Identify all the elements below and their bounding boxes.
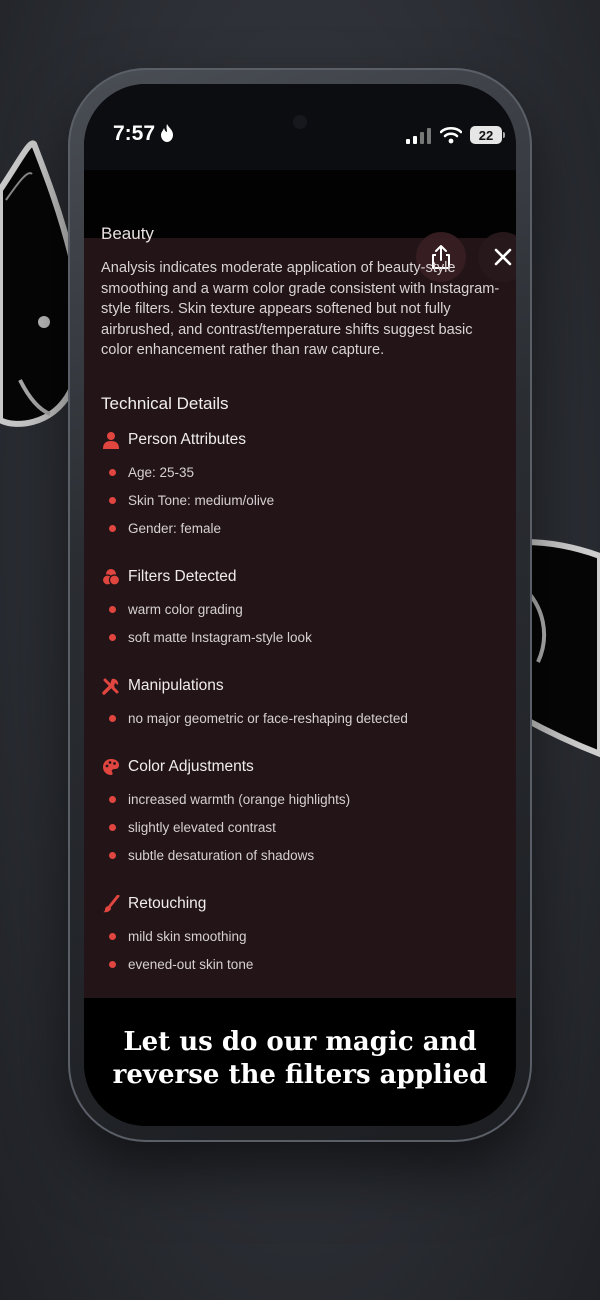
list-item	[101, 514, 274, 542]
wifi-icon	[440, 126, 462, 144]
section-color-adjustments	[101, 755, 350, 869]
list-item	[101, 841, 350, 869]
bullet-dot	[109, 824, 116, 831]
item-text: warm color grading	[128, 601, 243, 617]
item-text: slightly elevated contrast	[128, 819, 276, 835]
item-text: evened-out skin tone	[128, 956, 254, 972]
section-title: Color Adjustments	[128, 758, 254, 775]
tools-icon	[101, 676, 121, 696]
status-bar	[84, 84, 516, 170]
section-person-attributes	[101, 428, 274, 542]
item-text: subtle desaturation of shadows	[128, 847, 315, 863]
person-icon	[101, 430, 121, 450]
bullet-dot	[109, 525, 116, 532]
item-text: mild skin smoothing	[128, 928, 247, 944]
signal-icon	[406, 128, 432, 144]
bullet-dot	[109, 933, 116, 940]
tagline-line-1: Let us do our magic and	[123, 1027, 477, 1057]
analysis-summary: Analysis indicates moderate application of beauty-style smoothing and a warm color grade consistent with Instagram-style filters. Skin texture appears softened but not fully airbrushed, and contrast/temperature shifts suggest basic color enhancement rather than raw capture.	[101, 260, 500, 359]
tagline-line-2: reverse the filters applied	[112, 1060, 488, 1090]
status-time: 7:57	[113, 122, 156, 145]
bullet-dot	[109, 715, 116, 722]
filters-icon	[101, 567, 121, 587]
item-text: Skin Tone: medium/olive	[128, 492, 275, 508]
bullet-dot	[109, 634, 116, 641]
promo-footer	[84, 998, 516, 1126]
item-text: Gender: female	[128, 520, 222, 536]
front-camera	[293, 115, 307, 129]
section-title: Manipulations	[128, 677, 224, 694]
promo-tagline	[84, 1026, 516, 1092]
bullet-dot	[109, 796, 116, 803]
section-filters-detected	[101, 565, 312, 651]
item-text: no major geometric or face-reshaping detected	[128, 710, 408, 726]
section-title: Retouching	[128, 895, 207, 912]
list-item	[101, 785, 350, 813]
section-manipulations	[101, 674, 408, 732]
bullet-dot	[109, 852, 116, 859]
bullet-dot	[109, 961, 116, 968]
flame-icon	[160, 124, 174, 142]
palette-icon	[101, 757, 121, 777]
bullet-dot	[109, 497, 116, 504]
list-item	[101, 922, 253, 950]
bullet-dot	[109, 469, 116, 476]
battery-tip	[503, 132, 505, 138]
section-title: Filters Detected	[128, 568, 237, 585]
list-item	[101, 458, 274, 486]
battery-indicator: 22	[470, 126, 502, 144]
list-item	[101, 595, 312, 623]
bullet-dot	[109, 606, 116, 613]
technical-details-title: Technical Details	[101, 394, 229, 413]
section-title: Person Attributes	[128, 431, 247, 448]
brush-icon	[101, 894, 121, 914]
item-text: Age: 25-35	[128, 464, 195, 480]
list-item	[101, 623, 312, 651]
analysis-sheet	[84, 224, 516, 998]
list-item	[101, 704, 408, 732]
section-retouching	[101, 892, 253, 978]
section-heading-partial: Beauty	[101, 224, 154, 243]
list-item	[101, 950, 253, 978]
list-item	[101, 813, 350, 841]
list-item	[101, 486, 274, 514]
phone-screen	[84, 84, 516, 1126]
item-text: increased warmth (orange highlights)	[128, 791, 351, 807]
item-text: soft matte Instagram-style look	[128, 629, 312, 645]
